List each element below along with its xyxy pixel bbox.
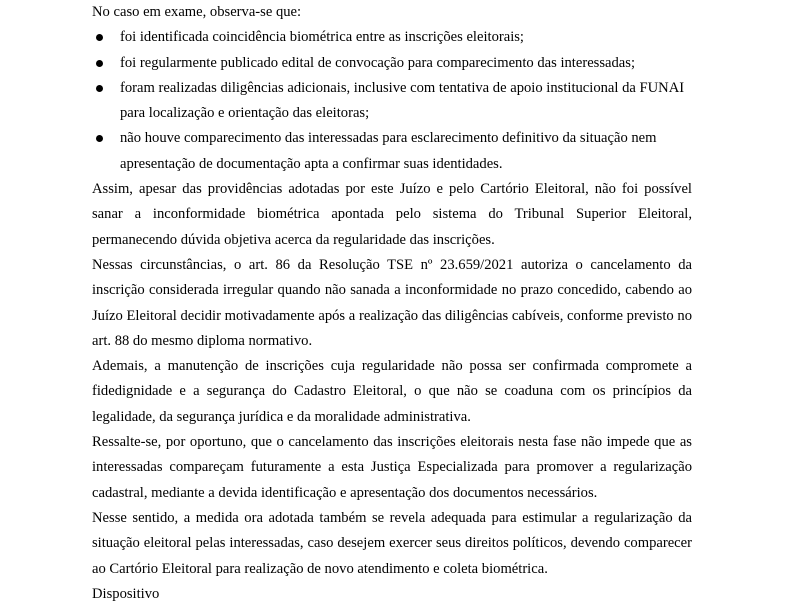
paragraph-ademais: Ademais, a manutenção de inscrições cuja regularidade não possa ser confirmada compromete a fidedignidade e a segurança do Cadastro Eleitoral, o que não se coaduna com os princípios da legalidade, da segurança jurídica e da moralidade administrativa. [92, 358, 692, 425]
list-item [92, 76, 692, 127]
intro-paragraph: No caso em exame, observa-se que: [92, 4, 302, 20]
bullet-dot-icon [96, 34, 103, 41]
list-item-label: foram realizadas diligências adicionais, inclusive com tentativa de apoio institucional da FUNAI para localização e orientação das eleitoras; [120, 79, 685, 122]
bullet-dot-icon [96, 135, 103, 142]
section-heading-dispositivo: Dispositivo [92, 585, 160, 602]
list-item [92, 25, 692, 50]
paragraph-nessas-circunstancias: Nessas circunstâncias, o art. 86 da Resolução TSE nº 23.659/2021 autoriza o cancelamento da inscrição considerada irregular quando não sanada a inconformidade no prazo concedido, cabendo ao Juízo Eleitoral decidir motivadamente após a realização das diligências cabíveis, conforme previsto no art. 88 do mesmo diploma normativo. [92, 256, 692, 349]
paragraph-assim: Assim, apesar das providências adotadas por este Juízo e pelo Cartório Eleitoral, não foi possível sanar a inconformidade biométrica apontada pelo sistema do Tribunal Superior Eleitoral, permanecendo dúvida objetiva acerca da regularidade das inscrições. [92, 181, 692, 248]
list-item-label: não houve comparecimento das interessadas para esclarecimento definitivo da situação nem apresentação de documentação apta a confirmar suas identidades. [120, 130, 657, 172]
document-body [92, 0, 692, 607]
findings-list [92, 25, 692, 177]
list-item [92, 126, 692, 177]
list-item-label: foi regularmente publicado edital de convocação para comparecimento das interessadas; [120, 54, 636, 71]
paragraph-ressalte-se: Ressalte-se, por oportuno, que o cancelamento das inscrições eleitorais nesta fase não impede que as interessadas compareçam futuramente a esta Justiça Especializada para promover a regularização cadastral, mediante a devida identificação e apresentação dos documentos necessários. [92, 434, 692, 501]
bullet-dot-icon [96, 60, 103, 67]
paragraph-nesse-sentido: Nesse sentido, a medida ora adotada também se revela adequada para estimular a regularização da situação eleitoral pelas interessadas, caso desejem exercer seus direitos políticos, devendo comparecer ao Cartório Eleitoral para realização de novo atendimento e coleta biométrica. [92, 509, 692, 577]
bullet-dot-icon [96, 85, 103, 92]
list-item-label: foi identificada coincidência biométrica entre as inscrições eleitorais; [120, 29, 524, 46]
list-item [92, 51, 692, 76]
